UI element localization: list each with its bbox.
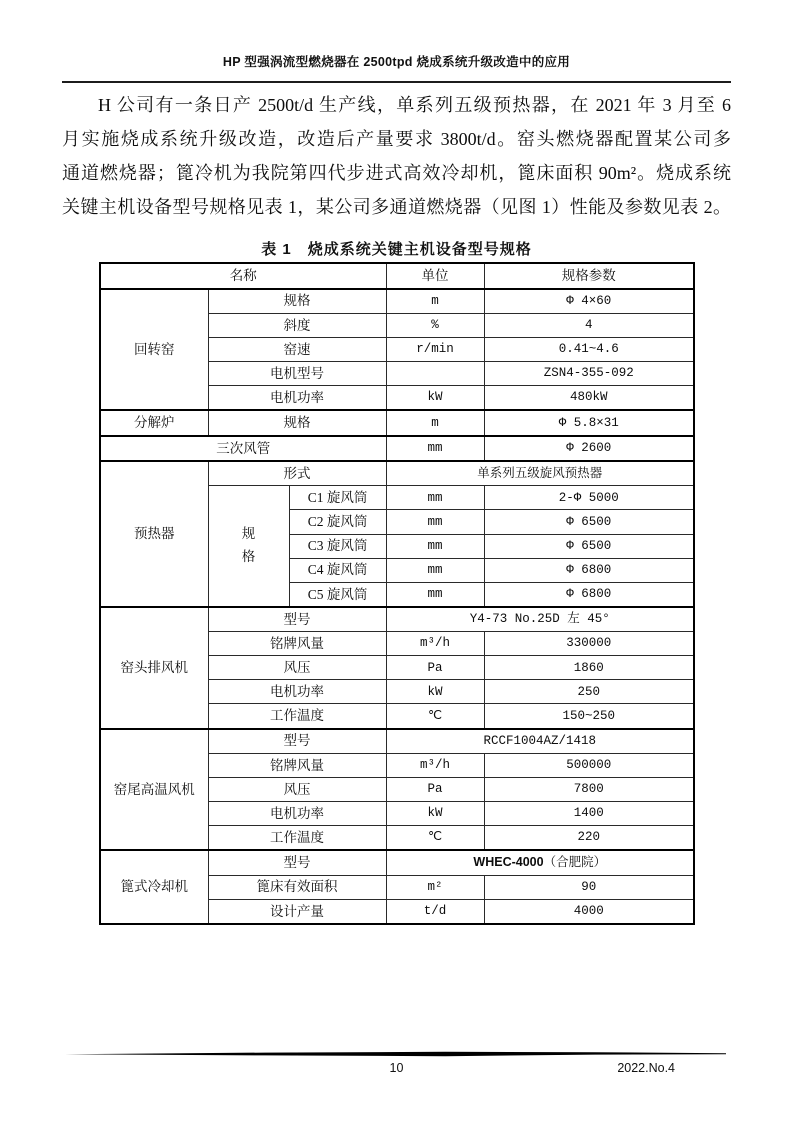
group-name-cell: 预热器 (100, 461, 208, 607)
table-row (100, 607, 694, 632)
value-cell: 480kW (484, 385, 694, 410)
param-cell: C3 旋风筒 (289, 534, 386, 558)
paragraph-line: 关键主机设备型号规格见表 1，某公司多通道燃烧器（见图 1）性能及参数见表 2。 (62, 197, 731, 217)
table-row (100, 461, 694, 486)
subgroup-name-text: 规格 (241, 526, 256, 565)
value-cell: 4 (484, 313, 694, 337)
param-cell: 工作温度 (208, 825, 386, 850)
value-cell: 1400 (484, 801, 694, 825)
param-cell: 斜度 (208, 313, 386, 337)
value-cell: Φ 5.8×31 (484, 410, 694, 436)
value-cell: 250 (484, 680, 694, 704)
unit-cell (386, 361, 484, 385)
param-cell: 规格 (208, 410, 386, 436)
value-cell: Φ 6800 (484, 558, 694, 582)
unit-cell: ℃ (386, 704, 484, 729)
value-cell: 330000 (484, 632, 694, 656)
param-cell: 形式 (208, 461, 386, 486)
group-name-cell: 三次风管 (100, 436, 386, 462)
param-cell: 篦床有效面积 (208, 875, 386, 899)
unit-cell: r/min (386, 337, 484, 361)
unit-cell: m³/h (386, 753, 484, 777)
table1-spec-table (99, 262, 695, 925)
header-unit-cell: 单位 (386, 263, 484, 289)
table-row (100, 410, 694, 436)
unit-cell: mm (386, 558, 484, 582)
unit-cell: Pa (386, 656, 484, 680)
cooler-model-suffix: （合肥院） (543, 856, 607, 871)
table-row (100, 436, 694, 462)
param-cell: 风压 (208, 656, 386, 680)
unit-cell: mm (386, 486, 484, 510)
param-cell: 型号 (208, 729, 386, 754)
cooler-model-brand: WHEC-4000 (473, 855, 544, 870)
value-cell: ZSN4-355-092 (484, 361, 694, 385)
running-head: HP 型强涡流型燃烧器在 2500tpd 烧成系统升级改造中的应用 (222, 55, 571, 69)
paragraph-line: H 公司有一条日产 2500t/d 生产线，单系列五级预热器，在 2021 年 3 月至 6 (98, 95, 731, 115)
param-cell: 规格 (208, 289, 386, 314)
table-row (100, 729, 694, 754)
page-number: 10 (389, 1061, 404, 1075)
value-cell: RCCF1004AZ/1418 (386, 729, 694, 754)
param-cell: 风压 (208, 777, 386, 801)
param-cell: C1 旋风筒 (289, 486, 386, 510)
unit-cell: kW (386, 385, 484, 410)
paragraph-line: 通道燃烧器；篦冷机为我院第四代步进式高效冷却机，篦床面积 90m²。烧成系统 (62, 163, 731, 183)
value-cell: 2-Φ 5000 (484, 486, 694, 510)
issue-number: 2022.No.4 (617, 1061, 675, 1075)
unit-cell: kW (386, 680, 484, 704)
param-cell: 窑速 (208, 337, 386, 361)
value-cell: 1860 (484, 656, 694, 680)
param-cell: 工作温度 (208, 704, 386, 729)
value-cell: 150~250 (484, 704, 694, 729)
value-cell (386, 850, 694, 875)
table-row (100, 850, 694, 875)
param-cell: 电机型号 (208, 361, 386, 385)
unit-cell: kW (386, 801, 484, 825)
header-name-cell: 名称 (100, 263, 386, 289)
unit-cell: m (386, 289, 484, 314)
param-cell: C2 旋风筒 (289, 510, 386, 534)
unit-cell: mm (386, 510, 484, 534)
table-row (100, 289, 694, 314)
unit-cell: mm (386, 534, 484, 558)
param-cell: 型号 (208, 607, 386, 632)
param-cell: 电机功率 (208, 385, 386, 410)
param-cell: C4 旋风筒 (289, 558, 386, 582)
value-cell: 220 (484, 825, 694, 850)
unit-cell: m (386, 410, 484, 436)
unit-cell: t/d (386, 899, 484, 924)
value-cell: 单系列五级旋风预热器 (386, 461, 694, 486)
value-cell: Φ 6800 (484, 582, 694, 607)
value-cell: Φ 6500 (484, 534, 694, 558)
unit-cell: m² (386, 875, 484, 899)
value-cell: 7800 (484, 777, 694, 801)
param-cell: 电机功率 (208, 801, 386, 825)
unit-cell: Pa (386, 777, 484, 801)
unit-cell: ℃ (386, 825, 484, 850)
group-name-cell: 窑头排风机 (100, 607, 208, 729)
value-cell: Φ 4×60 (484, 289, 694, 314)
value-cell: 0.41~4.6 (484, 337, 694, 361)
body-paragraph (62, 88, 731, 224)
unit-cell: mm (386, 436, 484, 462)
param-cell: 铭牌风量 (208, 632, 386, 656)
group-name-cell: 窑尾高温风机 (100, 729, 208, 851)
header-spec-cell: 规格参数 (484, 263, 694, 289)
footer-rule (65, 1051, 727, 1057)
param-cell: 铭牌风量 (208, 753, 386, 777)
value-cell: 500000 (484, 753, 694, 777)
unit-cell: % (386, 313, 484, 337)
value-cell: 4000 (484, 899, 694, 924)
param-cell: 型号 (208, 850, 386, 875)
header-rule (62, 81, 731, 83)
table-header-row (100, 263, 694, 289)
value-cell: Φ 2600 (484, 436, 694, 462)
paragraph-line: 月实施烧成系统升级改造，改造后产量要求 3800t/d。窑头燃烧器配置某公司多 (62, 129, 731, 149)
subgroup-name-cell (208, 486, 289, 607)
unit-cell: m³/h (386, 632, 484, 656)
param-cell: 电机功率 (208, 680, 386, 704)
param-cell: 设计产量 (208, 899, 386, 924)
value-cell: Y4-73 No.25D 左 45° (386, 607, 694, 632)
group-name-cell: 篦式冷却机 (100, 850, 208, 924)
group-name-cell: 分解炉 (100, 410, 208, 436)
value-cell: 90 (484, 875, 694, 899)
table1-title: 表 1 烧成系统关键主机设备型号规格 (261, 241, 532, 258)
unit-cell: mm (386, 582, 484, 607)
group-name-cell: 回转窑 (100, 289, 208, 411)
param-cell: C5 旋风筒 (289, 582, 386, 607)
value-cell: Φ 6500 (484, 510, 694, 534)
